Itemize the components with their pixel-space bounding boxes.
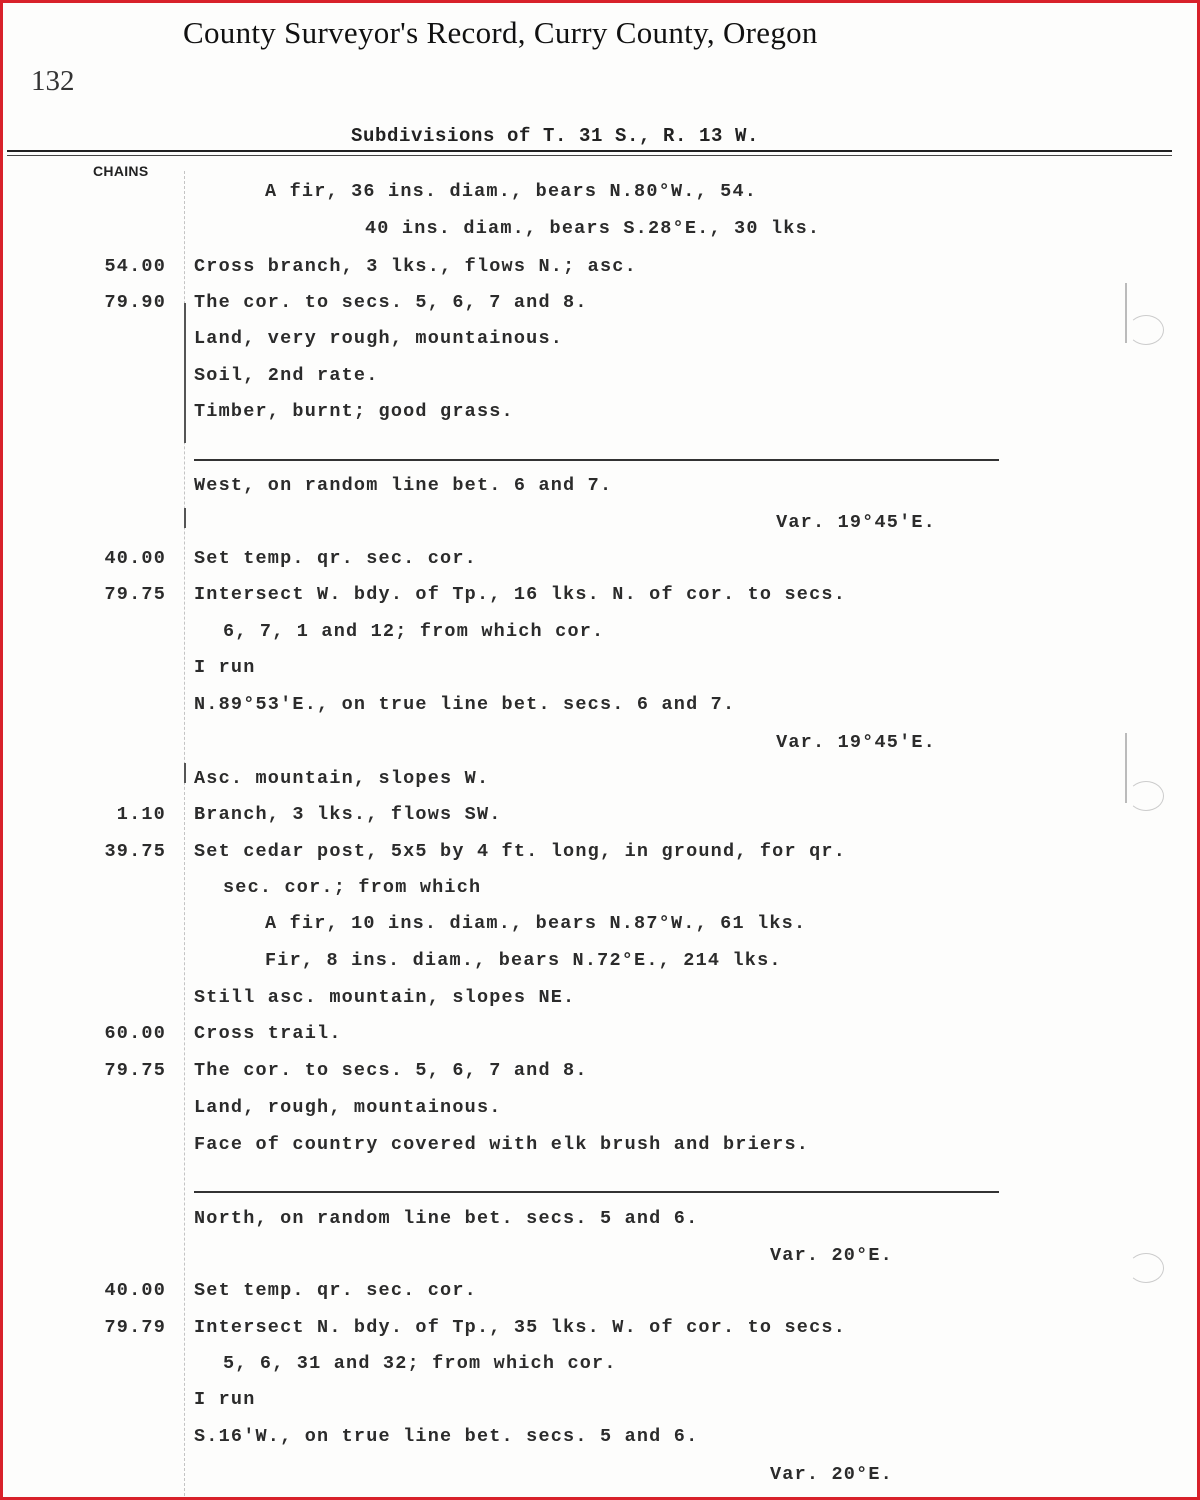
chain-distance: 39.75 — [104, 841, 166, 862]
note-line — [3, 218, 1198, 248]
note-line — [3, 292, 1198, 322]
note-line — [3, 1426, 1198, 1456]
note-line — [3, 1060, 1198, 1090]
note-text: Cross branch, 3 lks., flows N.; asc. — [194, 256, 637, 277]
note-line — [3, 1097, 1198, 1127]
note-line — [3, 1389, 1198, 1419]
note-line — [3, 1023, 1198, 1053]
note-text: Set cedar post, 5x5 by 4 ft. long, in ground, for qr. — [194, 841, 846, 862]
note-line — [3, 512, 1198, 542]
chain-distance: 40.00 — [104, 1280, 166, 1301]
note-text: Asc. mountain, slopes W. — [194, 768, 490, 789]
note-text: sec. cor.; from which — [223, 877, 482, 898]
note-line — [3, 621, 1198, 651]
note-text: Timber, burnt; good grass. — [194, 401, 514, 422]
note-line — [3, 1245, 1198, 1275]
note-line — [3, 1464, 1198, 1494]
note-line — [3, 657, 1198, 687]
note-text: S.16'W., on true line bet. secs. 5 and 6. — [194, 1426, 699, 1447]
note-line — [3, 1353, 1198, 1383]
note-line — [3, 768, 1198, 798]
note-line — [3, 1280, 1198, 1310]
note-line — [3, 475, 1198, 505]
note-text: 5, 6, 31 and 32; from which cor. — [223, 1353, 617, 1374]
note-text: I run — [194, 657, 256, 678]
note-line — [3, 1134, 1198, 1164]
note-line — [3, 877, 1198, 907]
note-line — [3, 548, 1198, 578]
note-text: I run — [194, 1389, 256, 1410]
note-line — [3, 584, 1198, 614]
chain-distance: 1.10 — [116, 804, 166, 825]
note-line — [3, 804, 1198, 834]
note-text: N.89°53'E., on true line bet. secs. 6 and 7. — [194, 694, 736, 715]
note-text: Set temp. qr. sec. cor. — [194, 1280, 477, 1301]
section-subtitle: Subdivisions of T. 31 S., R. 13 W. — [351, 125, 760, 147]
note-text: 40 ins. diam., bears S.28°E., 30 lks. — [365, 218, 821, 239]
note-line — [3, 913, 1198, 943]
variation-note: Var. 20°E. — [769, 1464, 893, 1485]
note-line — [3, 694, 1198, 724]
note-line — [3, 841, 1198, 871]
note-text: Branch, 3 lks., flows SW. — [194, 804, 502, 825]
chain-distance: 40.00 — [104, 548, 166, 569]
note-text: Intersect W. bdy. of Tp., 16 lks. N. of cor. to secs. — [194, 584, 846, 605]
chain-distance: 60.00 — [104, 1023, 166, 1044]
note-text: Set temp. qr. sec. cor. — [194, 548, 477, 569]
chains-column-header: CHAINS — [93, 163, 149, 179]
note-line — [3, 1208, 1198, 1238]
note-text: North, on random line bet. secs. 5 and 6. — [194, 1208, 699, 1229]
note-line — [3, 401, 1198, 431]
chain-distance: 79.75 — [104, 1060, 166, 1081]
note-text: Cross trail. — [194, 1023, 342, 1044]
note-text: The cor. to secs. 5, 6, 7 and 8. — [194, 1060, 588, 1081]
section-divider — [194, 1191, 999, 1193]
section-divider — [194, 459, 999, 461]
note-text: A fir, 36 ins. diam., bears N.80°W., 54. — [265, 181, 758, 202]
note-text: Soil, 2nd rate. — [194, 365, 379, 386]
chain-distance: 79.79 — [104, 1317, 166, 1338]
note-text: The cor. to secs. 5, 6, 7 and 8. — [194, 292, 588, 313]
note-line — [3, 365, 1198, 395]
note-line — [3, 256, 1198, 286]
note-text: A fir, 10 ins. diam., bears N.87°W., 61 lks. — [265, 913, 807, 934]
note-text: West, on random line bet. 6 and 7. — [194, 475, 613, 496]
note-line — [3, 328, 1198, 358]
note-text: Land, very rough, mountainous. — [194, 328, 564, 349]
note-text: Land, rough, mountainous. — [194, 1097, 502, 1118]
variation-note: Var. 19°45'E. — [776, 732, 936, 753]
note-text: Fir, 8 ins. diam., bears N.72°E., 214 lks. — [265, 950, 782, 971]
note-line — [3, 1317, 1198, 1347]
page-number: 132 — [31, 65, 75, 97]
note-text: Still asc. mountain, slopes NE. — [194, 987, 576, 1008]
variation-note: Var. 20°E. — [769, 1245, 893, 1266]
record-title: County Surveyor's Record, Curry County, Oregon — [183, 15, 818, 50]
header-rule — [7, 150, 1172, 152]
variation-note: Var. 19°45'E. — [776, 512, 936, 533]
note-text: Intersect N. bdy. of Tp., 35 lks. W. of cor. to secs. — [194, 1317, 846, 1338]
note-line — [3, 732, 1198, 762]
header-rule-thin — [7, 155, 1172, 156]
chain-distance: 79.75 — [104, 584, 166, 605]
note-line — [3, 950, 1198, 980]
chain-distance: 79.90 — [104, 292, 166, 313]
note-text: 6, 7, 1 and 12; from which cor. — [223, 621, 605, 642]
chain-distance: 54.00 — [104, 256, 166, 277]
note-line — [3, 987, 1198, 1017]
note-text: Face of country covered with elk brush and briers. — [194, 1134, 810, 1155]
note-line — [3, 181, 1198, 211]
